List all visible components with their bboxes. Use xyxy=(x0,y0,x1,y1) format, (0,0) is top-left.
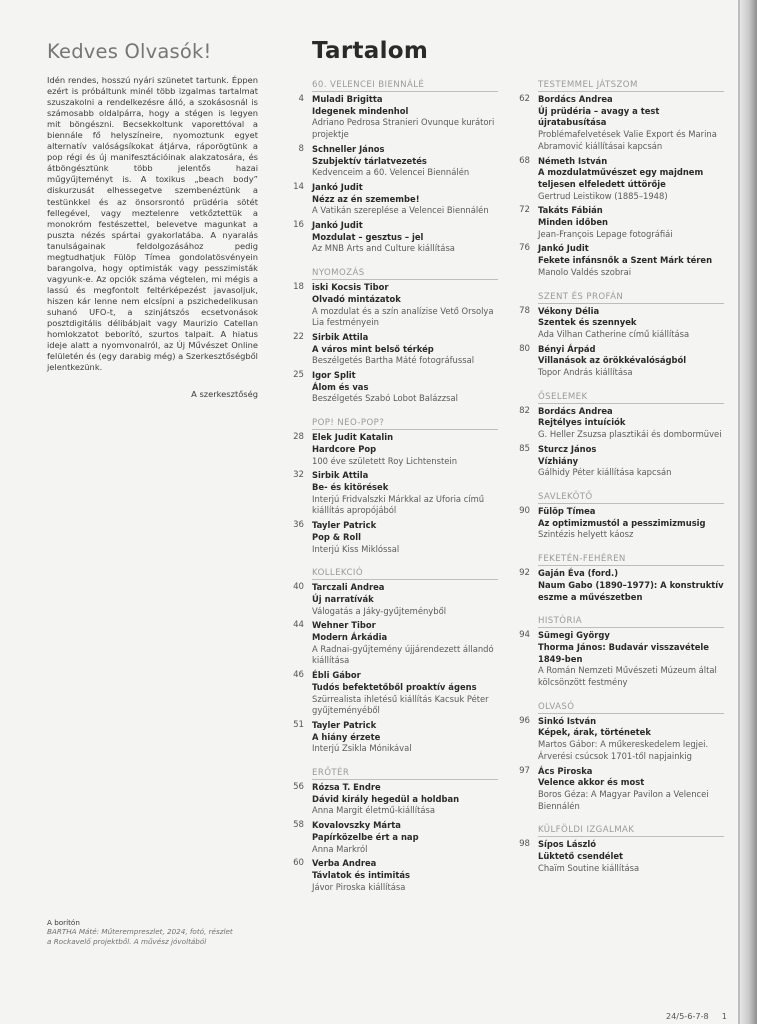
article-author: Fülöp Tímea xyxy=(538,505,596,516)
article-title: Pop & Roll xyxy=(312,531,361,542)
article-subtitle: Jean-François Lepage fotográfiái xyxy=(538,228,673,239)
toc-section xyxy=(293,768,498,893)
toc-section xyxy=(293,568,498,755)
toc-section xyxy=(519,616,724,689)
binding-line xyxy=(738,0,740,1024)
page-number: 60 xyxy=(293,858,304,869)
article-title: Hardcore Pop xyxy=(312,443,377,454)
toc-entry[interactable] xyxy=(519,505,724,541)
section-title: KÜLFÖLDI IZGALMAK xyxy=(538,825,724,837)
toc-entry[interactable] xyxy=(519,305,724,341)
article-author: Ébli Gábor xyxy=(312,670,361,681)
article-author: Jankó Judit xyxy=(312,220,363,231)
article-subtitle: Interjú Fridvalszki Márkkal az Uforia című kiállítás apropójából xyxy=(312,493,485,516)
article-title: A mozdulatművészet egy majdnem teljesen elfeledett úttörője xyxy=(538,167,704,189)
article-title: Villanások az örökkévalóságból xyxy=(538,355,687,366)
section-title: FEKETÉN-FEHÉREN xyxy=(538,554,724,566)
toc-section xyxy=(519,825,724,874)
issue-number: 24/5-6-7-8 xyxy=(665,1011,709,1021)
article-subtitle: Ada Vilhan Catherine című kiállítása xyxy=(538,328,690,339)
article-author: Bordács Andrea xyxy=(538,405,613,416)
page-number: 14 xyxy=(293,181,304,192)
article-title: Fekete infánsnők a Szent Márk téren xyxy=(538,255,713,266)
toc-entry[interactable] xyxy=(293,620,498,667)
article-title: Az optimizmustól a pesszimizmusig xyxy=(538,517,706,528)
section-title: SAVLEKÖTŐ xyxy=(538,492,724,504)
toc-entry[interactable] xyxy=(519,205,724,240)
toc-entry[interactable] xyxy=(293,719,498,755)
page-number: 32 xyxy=(293,470,304,481)
article-subtitle: Gálhidy Péter kiállítása kapcsán xyxy=(538,467,672,478)
article-author: Schneller János xyxy=(312,143,385,154)
section-title: SZENT ÉS PROFÁN xyxy=(538,292,724,304)
cover-note xyxy=(47,918,237,946)
article-title: Nézz az én szemembe! xyxy=(312,193,420,204)
article-subtitle: Topor András kiállítása xyxy=(538,367,633,378)
toc-section xyxy=(293,80,498,255)
article-title: Papírközelbe ért a nap xyxy=(312,831,419,842)
toc-section xyxy=(519,291,724,379)
toc-column-right xyxy=(519,80,724,887)
article-title: Képek, árak, történetek xyxy=(538,727,651,738)
article-subtitle: A Román Nemzeti Művészeti Múzeum által kölcsönzött festmény xyxy=(538,665,717,688)
article-title: Távlatok és intimitás xyxy=(312,869,411,880)
article-title: Rejtélyes intuíciók xyxy=(538,417,626,428)
article-subtitle: Adriano Pedrosa Stranieri Ovunque kurátori projektje xyxy=(312,117,495,140)
article-title: A város mint belső térkép xyxy=(312,343,434,354)
page-footer xyxy=(666,1011,727,1021)
page-number: 96 xyxy=(519,715,530,726)
toc-entry[interactable] xyxy=(519,443,724,479)
article-author: Jankó Judit xyxy=(312,181,363,192)
page-number: 18 xyxy=(293,282,304,293)
toc-entry[interactable] xyxy=(293,520,498,555)
article-author: Verba Andrea xyxy=(312,858,377,869)
article-title: Dávid király hegedül a holdban xyxy=(312,793,460,804)
article-subtitle: Boros Géza: A Magyar Pavilon a Velencei Biennálén xyxy=(538,788,709,811)
article-author: Gaján Éva (ford.) xyxy=(538,568,619,579)
article-author: Tayler Patrick xyxy=(312,719,377,730)
toc-entry[interactable] xyxy=(519,839,724,874)
page-number: 40 xyxy=(293,582,304,593)
article-subtitle: A Vatikán szereplése a Velencei Biennálén xyxy=(312,205,489,216)
toc-entry[interactable] xyxy=(519,343,724,379)
page-number: 58 xyxy=(293,820,304,831)
toc-entry[interactable] xyxy=(293,820,498,855)
article-subtitle: G. Heller Zsuzsa plasztikái és dombormüvei xyxy=(538,429,722,440)
section-title: ERŐTÉR xyxy=(312,768,498,780)
article-subtitle: A mozdulat és a szín analízise Vető Orsolya Lia festményein xyxy=(312,305,494,328)
toc-section xyxy=(519,391,724,479)
section-title: HISTÓRIA xyxy=(538,616,724,628)
article-author: Takáts Fábián xyxy=(538,205,603,216)
toc-entry[interactable] xyxy=(519,715,724,763)
article-subtitle: Anna Markról xyxy=(312,843,368,854)
article-title: Olvadó mintázatok xyxy=(312,293,401,304)
toc-entry[interactable] xyxy=(519,155,724,203)
toc-entry[interactable] xyxy=(293,432,498,467)
page-number: 72 xyxy=(519,205,530,216)
page-number: 80 xyxy=(519,343,530,354)
toc-entry[interactable] xyxy=(519,243,724,278)
toc-entry[interactable] xyxy=(293,782,498,817)
article-author: Bordács Andrea xyxy=(538,94,613,104)
page-number: 8 xyxy=(298,143,304,154)
toc-entry[interactable] xyxy=(519,765,724,813)
article-subtitle: Martos Gábor: A műkereskedelem legjei. Árverési csúcsok 1701-től napjainkig xyxy=(538,739,709,761)
article-title: Be- és kitörések xyxy=(312,481,389,492)
toc-entry[interactable] xyxy=(293,470,498,517)
article-author: Bényi Árpád xyxy=(538,343,596,354)
page-number: 1 xyxy=(721,1011,727,1021)
article-subtitle: Válogatás a Jáky-gyűjteményből xyxy=(312,605,447,616)
article-title: Tudós befektetőből proaktív ágens xyxy=(312,681,477,692)
article-title: Új prüdéria – avagy a test újratabusítása xyxy=(538,105,660,128)
article-author: Muladi Brigitta xyxy=(312,94,383,104)
article-author: Kovalovszky Márta xyxy=(312,820,401,831)
article-author: Elek Judit Katalin xyxy=(312,432,394,443)
article-subtitle: Manolo Valdés szobrai xyxy=(538,266,632,277)
editorial-letter xyxy=(47,40,258,399)
page-number: 68 xyxy=(519,155,530,166)
page-number: 56 xyxy=(293,782,304,793)
toc-section xyxy=(519,701,724,813)
toc-entry[interactable] xyxy=(293,582,498,617)
letter-signature: A szerkesztőség xyxy=(191,389,258,400)
article-author: Ács Piroska xyxy=(538,765,593,776)
page-number: 85 xyxy=(519,443,530,454)
article-author: Jankó Judit xyxy=(538,243,589,254)
page-number: 46 xyxy=(293,670,304,681)
article-subtitle: Chaïm Soutine kiállítása xyxy=(538,862,640,873)
article-author: Tayler Patrick xyxy=(312,520,377,531)
page-number: 90 xyxy=(519,505,530,516)
letter-body: Idén rendes, hosszú nyári szünetet tartunk. Éppen ezért is próbáltunk minél több izgalmas tartalmat szuszakolni a rendelkezésre álló, a szokásosnál is számosabb oldalpárra, hogy a stégen is legyen mit böngészni. Becsekkoltunk vaporettóval a biennále fő helyszíneire, nyomoztunk egyet alternatív valóságsíkokat átjárva, ráporögtünk a pop régi és új manifesztációinak alakzatosára, és átböngésztünk több jelentős hazai műgyűjteményt is. A toxikus „beach body” diskurzusát elhessegetve szembenéztünk a testünkkel és az önsorsrontó prüdéria sötét fellegével, vagy meztelenre vetkőztettük a monokróm festészettel, belevetve magunkat a puszta nézés spártai gyakorlatába. A nyaralás tanulságainak feldolgozásához pedig megtudhatjuk Fülöp Tímea gondolatösvényein barangolva, hogy optimisták vagy pesszimisták vagyunk-e. Az opciók száma végtelen, mi mégis a lassú és megfontolt feltérképezést javasoljuk, hiszen kár lenne nem elcsípni a pszichedelikusan suhanó UFO-t, a szinjátszós ecsetvonások posztdigitális délibábjait vagy Maurizio Catellan homlokzatot beborító, szurtos talpait. A hiatus ideje alatt a nyomvonalról, az Új Művészet Online felületén és (egy darabig még) a Szerkesztőségből jelentkezünk. xyxy=(47,75,258,373)
article-subtitle: Kedvenceim a 60. Velencei Biennálén xyxy=(312,167,470,178)
article-author: Sirbik Attila xyxy=(312,470,369,481)
page-number: 51 xyxy=(293,719,304,730)
page-number: 97 xyxy=(519,765,530,776)
toc-section xyxy=(519,80,724,279)
article-author: Sinkó István xyxy=(538,715,597,726)
article-title: Lüktető csendélet xyxy=(538,851,624,862)
article-subtitle: Szürrealista ihletésű kiállítás Kacsuk Péter gyűjteményéből xyxy=(312,693,489,716)
page-number: 36 xyxy=(293,520,304,531)
page-number: 25 xyxy=(293,370,304,381)
toc-entry[interactable] xyxy=(519,405,724,441)
page-number: 16 xyxy=(293,220,304,231)
article-subtitle: 100 éve született Roy Lichtenstein xyxy=(312,455,458,466)
article-subtitle: Beszélgetés Bartha Máté fotográfussal xyxy=(312,355,475,366)
section-title: 60. VELENCEI BIENNÁLÉ xyxy=(312,80,498,92)
article-title: Velence akkor és most xyxy=(538,777,645,788)
page-number: 44 xyxy=(293,620,304,631)
section-title: ŐSELEMEK xyxy=(538,392,724,404)
article-title: Szubjektív tárlatvezetés xyxy=(312,155,427,166)
cover-note-text: BARTHA Máté: Műterempreszlet, 2024, fotó, részlet a Rockavelő projektből. A művész jóvoltából xyxy=(47,927,233,946)
article-author: Vékony Délia xyxy=(538,305,600,316)
article-subtitle: Interjú Zsikla Mónikával xyxy=(312,743,412,754)
article-author: Igor Split xyxy=(312,370,356,381)
article-author: Sirbik Attila xyxy=(312,331,369,342)
article-title: Thorma János: Budavár visszavétele 1849-ben xyxy=(538,641,709,664)
article-author: Sturcz János xyxy=(538,443,597,454)
toc-entry[interactable] xyxy=(519,94,724,153)
toc-entry[interactable] xyxy=(293,670,498,717)
page-number: 92 xyxy=(519,568,530,579)
article-subtitle: Interjú Kiss Miklóssal xyxy=(312,543,400,554)
article-title: Szentek és szennyek xyxy=(538,317,637,328)
article-title: Új narratívák xyxy=(312,593,374,604)
toc-section xyxy=(293,268,498,405)
article-title: Idegenek mindenhol xyxy=(312,105,409,116)
article-title: Álom és vas xyxy=(312,381,369,392)
toc-title: Tartalom xyxy=(312,38,429,64)
article-subtitle: Az MNB Arts and Culture kiállítása xyxy=(312,243,455,254)
page-number: 62 xyxy=(519,94,530,104)
article-title: Mozdulat – gesztus – jel xyxy=(312,231,424,242)
toc-entry[interactable] xyxy=(519,568,724,603)
page-number: 22 xyxy=(293,331,304,342)
toc-entry[interactable] xyxy=(293,858,498,893)
article-subtitle: Problémafelvetések Valie Export és Marina Abramović kiállításai kapcsán xyxy=(538,129,717,151)
toc-entry[interactable] xyxy=(293,220,498,255)
toc-entry[interactable] xyxy=(298,94,498,141)
article-author: Wehner Tibor xyxy=(312,620,376,631)
article-author: Sümegi György xyxy=(538,630,610,641)
page-number: 28 xyxy=(293,432,304,443)
toc-column-left xyxy=(293,80,498,906)
page-number: 78 xyxy=(519,305,530,316)
article-subtitle: Szintézis helyett káosz xyxy=(538,529,634,540)
binding-shadow xyxy=(739,0,757,1024)
article-subtitle: Gertrud Leistikow (1885–1948) xyxy=(538,190,668,201)
page-number: 94 xyxy=(519,630,530,641)
section-title: TESTEMMEL JÁTSZOM xyxy=(538,80,724,92)
article-subtitle: Beszélgetés Szabó Lobot Balázzsal xyxy=(312,393,458,404)
toc-entry[interactable] xyxy=(293,370,498,405)
article-subtitle: Jávor Piroska kiállítása xyxy=(312,881,406,892)
article-title: Minden időben xyxy=(538,217,608,228)
page-number: 82 xyxy=(519,405,530,416)
article-author: iski Kocsis Tibor xyxy=(312,282,389,293)
toc-entry[interactable] xyxy=(293,282,498,329)
toc-entry[interactable] xyxy=(293,181,498,217)
article-title: A hiány érzete xyxy=(312,731,381,742)
section-title: KOLLEKCIÓ xyxy=(312,568,498,580)
article-subtitle: A Radnai-gyűjtemény újjárendezett állandó kiállítása xyxy=(312,643,494,666)
toc-section xyxy=(519,554,724,603)
article-author: Sípos László xyxy=(538,839,597,850)
section-title: POP! NEO-POP? xyxy=(312,418,498,430)
page-number: 98 xyxy=(519,839,530,850)
article-author: Németh István xyxy=(538,155,608,166)
article-author: Tarczali Andrea xyxy=(312,582,385,593)
section-title: OLVASÓ xyxy=(538,702,724,714)
page-number: 76 xyxy=(519,243,530,254)
toc-entry[interactable] xyxy=(298,143,498,179)
toc-section xyxy=(519,491,724,541)
page-number: 4 xyxy=(298,94,304,104)
toc-section xyxy=(293,418,498,555)
toc-entry[interactable] xyxy=(519,630,724,689)
cover-note-title: A borítón xyxy=(47,918,80,927)
article-title: Vízhiány xyxy=(538,455,579,466)
article-title: Naum Gabo (1890–1977): A konstruktív eszme a művészetben xyxy=(538,579,724,602)
letter-heading: Kedves Olvasók! xyxy=(47,40,212,63)
toc-entry[interactable] xyxy=(293,331,498,367)
article-title: Modern Árkádia xyxy=(312,632,388,643)
section-title: NYOMOZÁS xyxy=(312,268,498,280)
article-subtitle: Anna Margit életmű-kiállítása xyxy=(312,805,435,816)
article-author: Rózsa T. Endre xyxy=(312,782,381,793)
